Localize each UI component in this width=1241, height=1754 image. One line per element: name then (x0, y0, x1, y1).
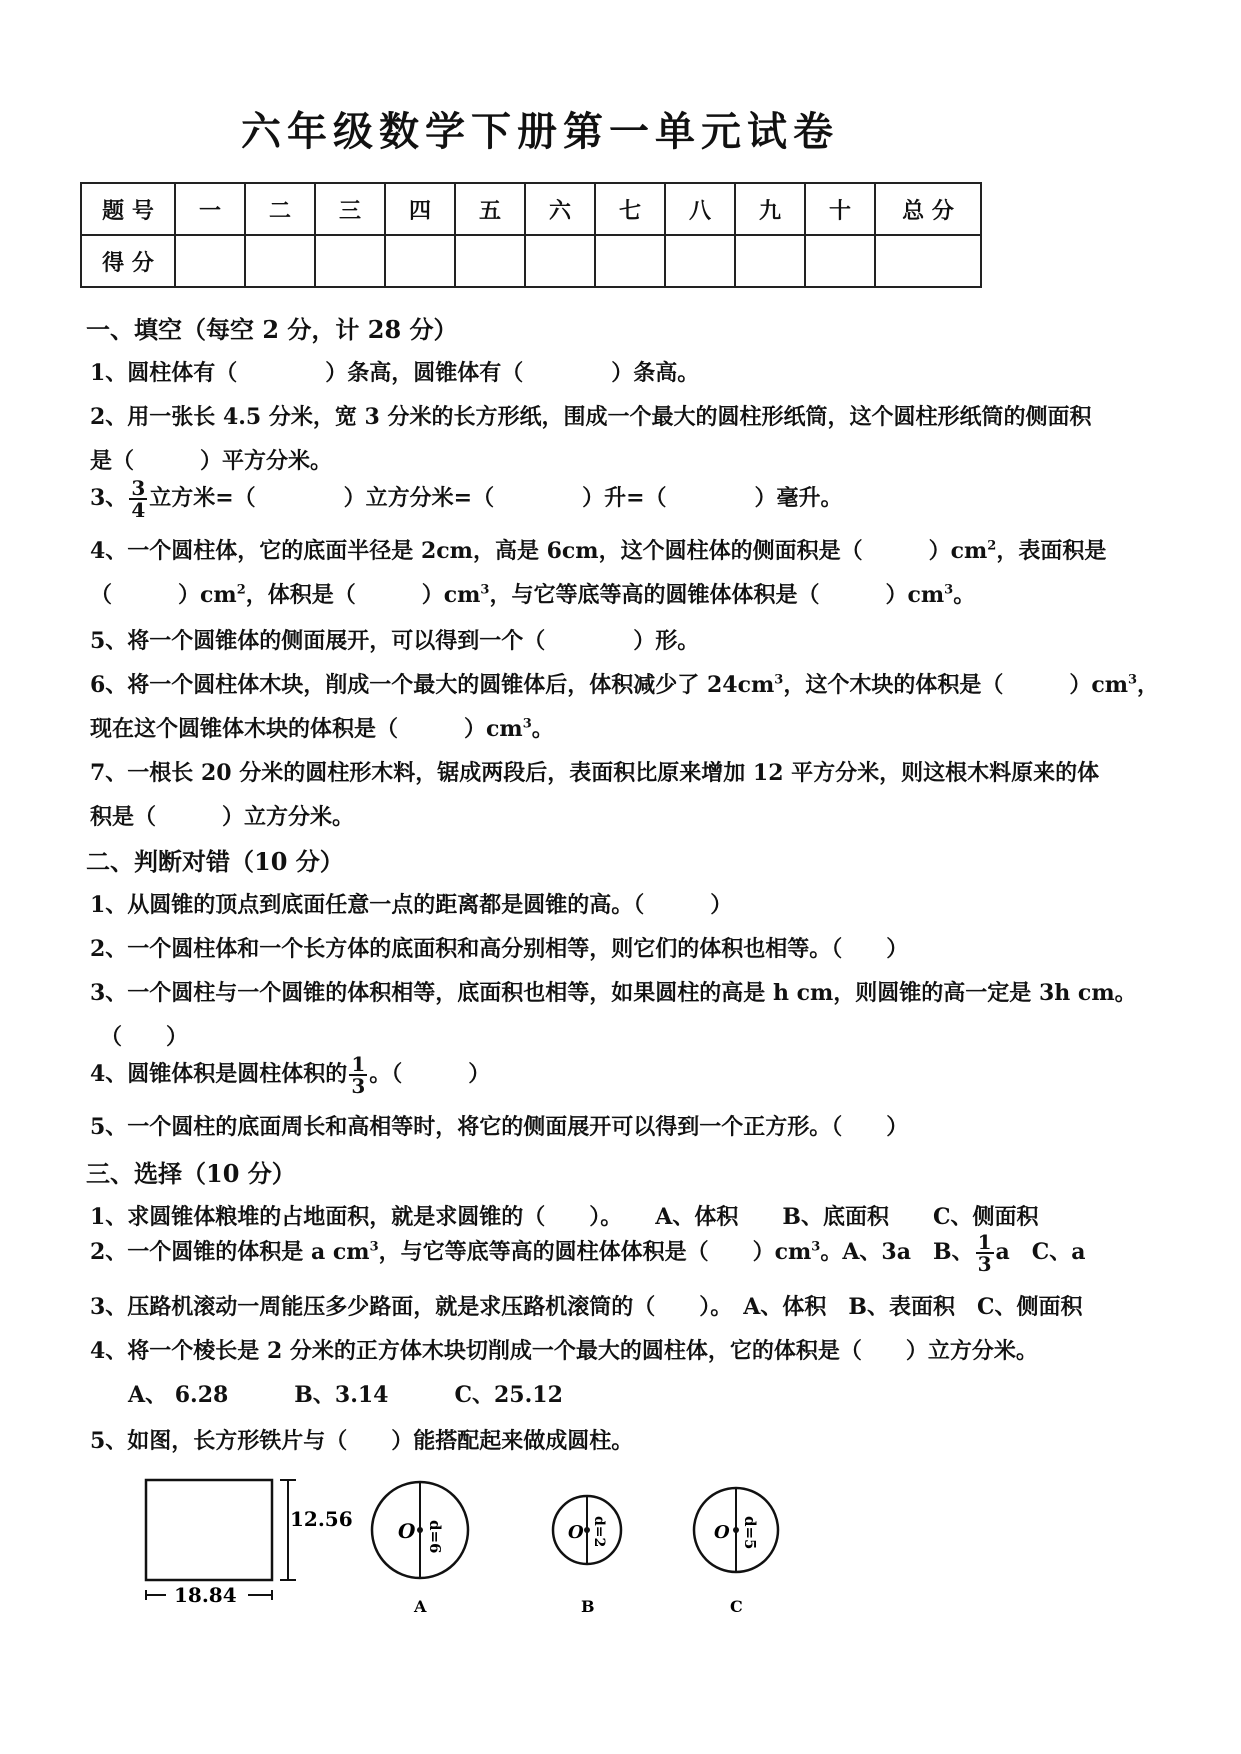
score-cell[interactable] (805, 235, 875, 287)
question-line: 5、将一个圆锥体的侧面展开，可以得到一个（ ）形。 (90, 628, 700, 654)
fraction-one-third (976, 1232, 994, 1274)
score-header-cell: 题 号 (81, 183, 175, 235)
circle-a (372, 1482, 468, 1616)
question-line: 4、将一个棱长是 2 分米的正方体木块切削成一个最大的圆柱体，它的体积是（ ）立方分米。 (90, 1338, 1038, 1364)
section3-heading: 三、选择（10 分） (86, 1159, 296, 1188)
q2-text: a C、a (995, 1239, 1086, 1265)
fraction-one-third (349, 1054, 367, 1096)
superscript: 2 (987, 538, 997, 554)
score-cell[interactable] (525, 235, 595, 287)
cylinder-figure (130, 1470, 850, 1630)
score-cell[interactable] (875, 235, 981, 287)
score-cell[interactable] (315, 235, 385, 287)
fraction-three-quarters (129, 478, 147, 520)
fraction-numerator: 1 (351, 1052, 366, 1076)
superscript: 3 (944, 582, 954, 598)
answer-options: A、 6.28 B、3.14 C、25.12 (128, 1382, 563, 1408)
center-label: O (714, 1522, 730, 1543)
circle-b (553, 1496, 621, 1616)
superscript: 3 (522, 716, 532, 732)
superscript: 3 (774, 672, 784, 688)
superscript: 3 (811, 1239, 821, 1255)
option-label: C (730, 1597, 743, 1616)
question-line: 7、一根长 20 分米的圆柱形木料，锯成两段后，表面积比原来增加 12 平方分米，则这根木料原来的体 (90, 760, 1100, 786)
score-table-score-row (81, 235, 981, 287)
q4-text: ，表面积是 (996, 538, 1107, 564)
score-header-cell: 六 (525, 183, 595, 235)
superscript: 3 (1128, 672, 1138, 688)
score-header-cell: 七 (595, 183, 665, 235)
question-line: 2、用一张长 4.5 分米，宽 3 分米的长方形纸，围成一个最大的圆柱形纸筒，这个圆柱形纸筒的侧面积 (90, 404, 1092, 430)
superscript: 2 (236, 582, 246, 598)
question-line: 5、如图，长方形铁片与（ ）能搭配起来做成圆柱。 (90, 1428, 634, 1454)
fraction-numerator: 1 (977, 1230, 992, 1254)
question-line: 积是（ ）立方分米。 (90, 804, 355, 830)
q4-text: （ ）cm (90, 582, 237, 608)
q4-text: ，与它等底等高的圆锥体体积是（ ）cm (489, 582, 945, 608)
question-line-q4b (90, 578, 975, 609)
question-line-q4 (90, 1054, 490, 1096)
question-line: 1、从圆锥的顶点到底面任意一点的距离都是圆锥的高。（ ） (90, 892, 733, 918)
q2-text: ，与它等底等高的圆柱体体积是（ ）cm (378, 1239, 812, 1265)
q4-text: 。 (953, 582, 976, 608)
rect-width-label: 18.84 (174, 1583, 237, 1607)
q4-text: 。（ ） (369, 1061, 491, 1087)
option-label: A (414, 1597, 427, 1616)
question-line: 1、圆柱体有（ ）条高，圆锥体有（ ）条高。 (90, 360, 700, 386)
question-line: 3、一个圆柱与一个圆锥的体积相等，底面积也相等，如果圆柱的高是 h cm，则圆锥的高一定是 3h cm。 (90, 980, 1137, 1006)
question-line-q6a (90, 668, 1159, 699)
center-label: O (398, 1519, 416, 1543)
question-line-q4a (90, 534, 1106, 565)
score-header-cell: 二 (245, 183, 315, 235)
rect-height-label: 12.56 (290, 1507, 353, 1531)
q4-text: ，体积是（ ）cm (245, 582, 481, 608)
rectangle-sheet (146, 1480, 353, 1607)
fraction-numerator: 3 (131, 476, 146, 500)
score-cell[interactable] (175, 235, 245, 287)
question-line: （ ） (100, 1024, 189, 1050)
diameter-label: d=6 (426, 1520, 444, 1554)
score-header-cell: 三 (315, 183, 385, 235)
q6-text: 6、将一个圆柱体木块，削成一个最大的圆锥体后，体积减少了 24cm (90, 672, 775, 698)
fraction-denominator: 4 (131, 498, 146, 522)
question-line: 1、求圆锥体粮堆的占地面积，就是求圆锥的（ ）。 A、体积 B、底面积 C、侧面积 (90, 1204, 1039, 1230)
section2-heading: 二、判断对错（10 分） (86, 847, 344, 876)
score-cell[interactable] (595, 235, 665, 287)
superscript: 3 (369, 1239, 379, 1255)
fraction-denominator: 3 (351, 1074, 366, 1098)
question-line-q2 (90, 1232, 1086, 1274)
center-label: O (568, 1522, 584, 1543)
score-table-header-row (81, 183, 981, 235)
question-line-q3 (90, 478, 843, 520)
circle-c (694, 1488, 778, 1616)
score-cell[interactable] (735, 235, 805, 287)
score-row-label: 得 分 (81, 235, 175, 287)
score-header-cell: 四 (385, 183, 455, 235)
score-header-cell: 五 (455, 183, 525, 235)
q6-text: ， (1137, 672, 1160, 698)
diameter-label: d=2 (591, 1516, 607, 1548)
q3-prefix: 3、 (90, 485, 128, 511)
question-line: 3、压路机滚动一周能压多少路面，就是求压路机滚筒的（ ）。 A、体积 B、表面积 C、侧面积 (90, 1294, 1083, 1320)
score-header-cell: 一 (175, 183, 245, 235)
q6-text: ，这个木块的体积是（ ）cm (783, 672, 1128, 698)
diameter-label: d=5 (741, 1516, 759, 1550)
score-table (80, 182, 982, 288)
score-cell[interactable] (385, 235, 455, 287)
score-cell[interactable] (665, 235, 735, 287)
question-line: 是（ ）平方分米。 (90, 448, 333, 474)
q2-text: 。A、3a B、 (820, 1239, 974, 1265)
q6-text: 。 (531, 716, 554, 742)
q6-text: 现在这个圆锥体木块的体积是（ ）cm (90, 716, 523, 742)
question-line: 2、一个圆柱体和一个长方体的底面积和高分别相等，则它们的体积也相等。（ ） (90, 936, 909, 962)
question-line-q6b (90, 712, 554, 743)
q3-rest: 立方米=（ ）立方分米=（ ）升=（ ）毫升。 (149, 485, 843, 511)
score-cell[interactable] (245, 235, 315, 287)
score-cell[interactable] (455, 235, 525, 287)
score-header-cell: 八 (665, 183, 735, 235)
q4-text: 4、圆锥体积是圆柱体积的 (90, 1061, 348, 1087)
section1-heading: 一、填空（每空 2 分，计 28 分） (86, 315, 458, 344)
fraction-denominator: 3 (977, 1252, 992, 1276)
q2-text: 2、一个圆锥的体积是 a cm (90, 1239, 370, 1265)
score-header-cell: 总 分 (875, 183, 981, 235)
question-line: 5、一个圆柱的底面周长和高相等时，将它的侧面展开可以得到一个正方形。（ ） (90, 1114, 909, 1140)
superscript: 3 (480, 582, 490, 598)
score-header-cell: 九 (735, 183, 805, 235)
option-label: B (581, 1597, 595, 1616)
page-title: 六年级数学下册第一单元试卷 (241, 108, 839, 155)
q4-text: 4、一个圆柱体，它的底面半径是 2cm，高是 6cm，这个圆柱体的侧面积是（ ）cm (90, 538, 988, 564)
score-header-cell: 十 (805, 183, 875, 235)
